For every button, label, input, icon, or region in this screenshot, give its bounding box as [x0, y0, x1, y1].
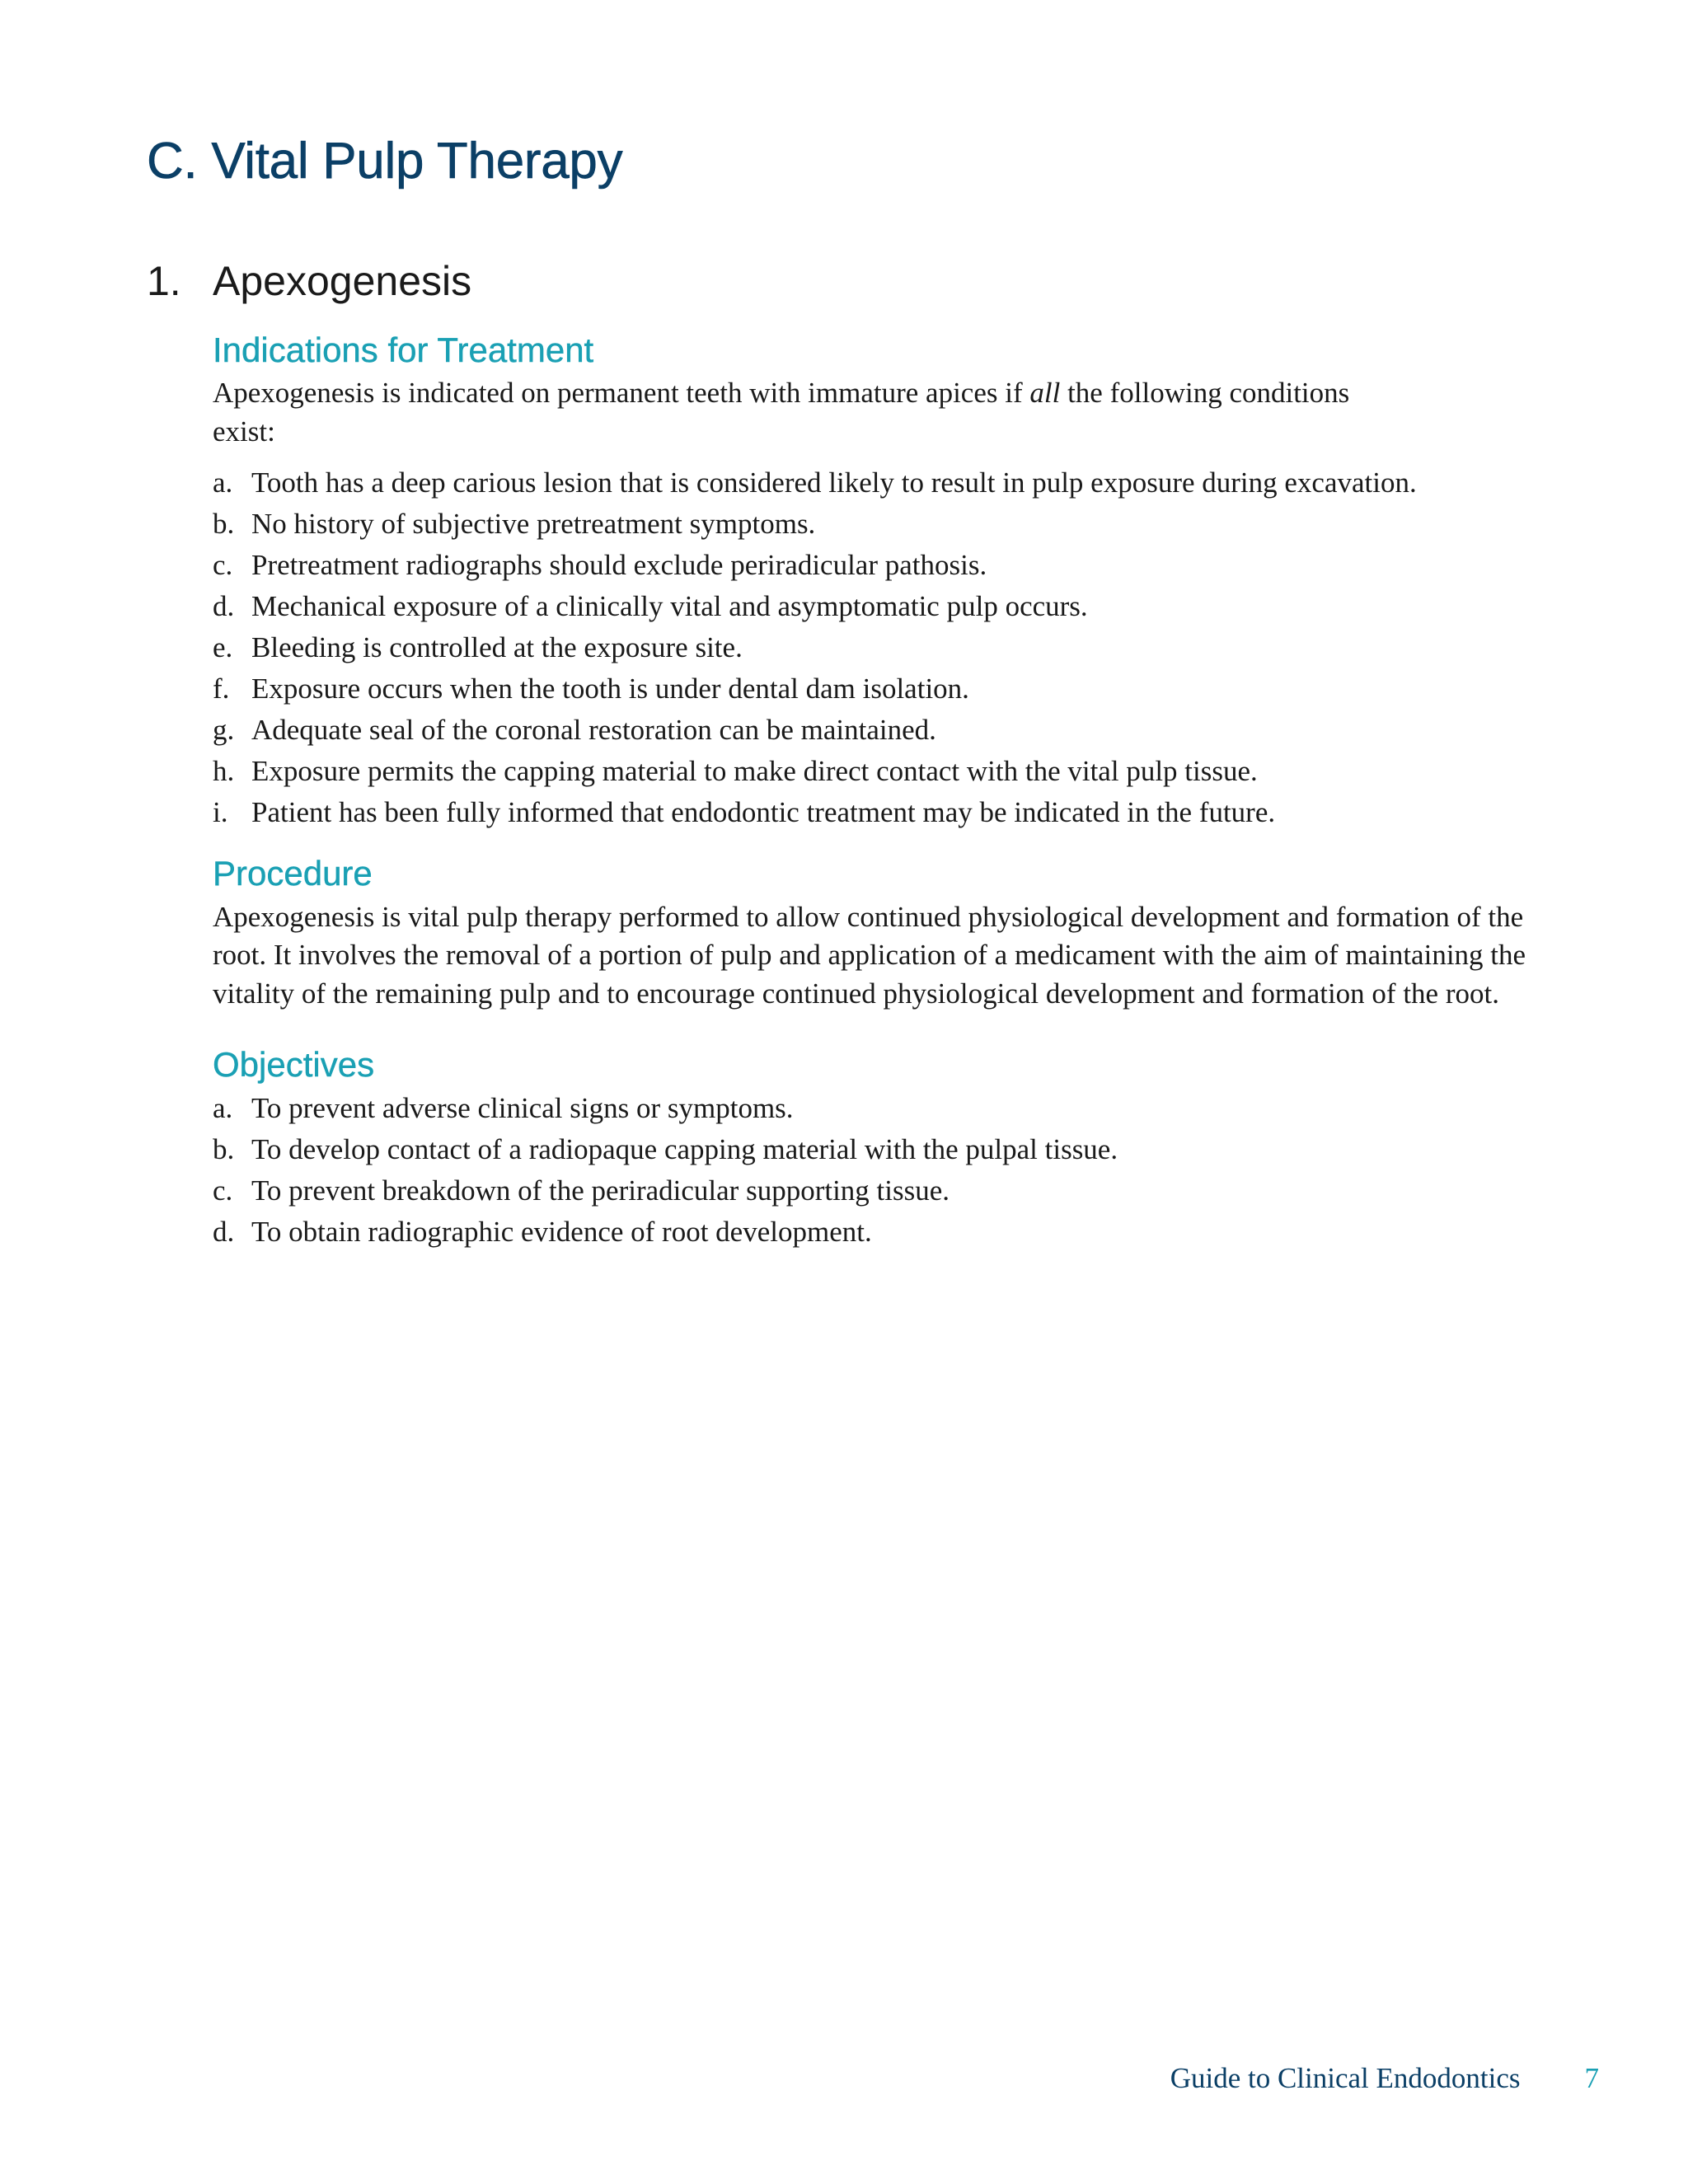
list-marker: d.: [213, 1215, 235, 1248]
list-marker: e.: [213, 631, 233, 664]
list-marker: h.: [213, 755, 235, 788]
footer-title: Guide to Clinical Endodontics: [1170, 2062, 1521, 2094]
list-item: [213, 1129, 1531, 1170]
indications-intro-end: the following conditions exist:: [213, 377, 1350, 448]
list-item: [213, 751, 1531, 792]
list-marker: d.: [213, 590, 235, 623]
list-item: [213, 545, 1531, 586]
list-marker: a.: [213, 1091, 233, 1124]
subsection-number: 1.: [147, 258, 181, 304]
procedure-heading: Procedure: [213, 854, 373, 893]
list-item: [213, 586, 1531, 627]
list-item-text: No history of subjective pretreatment symptoms.: [251, 508, 816, 541]
section-title: C. Vital Pulp Therapy: [147, 133, 623, 190]
objectives-list: [213, 1088, 1531, 1253]
list-marker: i.: [213, 796, 228, 829]
list-item-text: To prevent breakdown of the periradicular supporting tissue.: [251, 1174, 950, 1207]
indications-list: [213, 462, 1531, 833]
list-item: [213, 1088, 1531, 1129]
list-marker: c.: [213, 549, 233, 582]
subsection-title: Apexogenesis: [213, 258, 472, 304]
list-item: [213, 1170, 1531, 1212]
list-marker: a.: [213, 466, 233, 499]
list-item-text: Tooth has a deep carious lesion that is considered likely to result in pulp exposure during excavation.: [251, 466, 1417, 499]
list-marker: b.: [213, 508, 235, 541]
list-item: [213, 710, 1531, 751]
subsection-heading: [147, 257, 471, 305]
list-item-text: To prevent adverse clinical signs or symptoms.: [251, 1091, 794, 1124]
page-number: 7: [1584, 2062, 1599, 2094]
list-marker: b.: [213, 1132, 235, 1165]
list-item: [213, 504, 1531, 545]
list-item: [213, 668, 1531, 710]
list-item-text: Exposure occurs when the tooth is under dental dam isolation.: [251, 673, 969, 705]
list-item-text: To obtain radiographic evidence of root development.: [251, 1215, 872, 1248]
list-marker: c.: [213, 1174, 233, 1207]
indications-intro-start: Apexogenesis is indicated on permanent teeth with immature apices if: [213, 377, 1030, 410]
list-item: [213, 627, 1531, 668]
list-item-text: Mechanical exposure of a clinically vital and asymptomatic pulp occurs.: [251, 590, 1088, 623]
list-item-text: Adequate seal of the coronal restoration can be maintained.: [251, 714, 936, 747]
list-item: [213, 792, 1531, 833]
list-item: [213, 462, 1531, 504]
content-body: [213, 330, 1531, 1253]
objectives-heading: Objectives: [213, 1045, 375, 1085]
list-marker: g.: [213, 714, 235, 747]
list-marker: f.: [213, 673, 230, 705]
list-item-text: To develop contact of a radiopaque capping material with the pulpal tissue.: [251, 1132, 1118, 1165]
list-item-text: Exposure permits the capping material to make direct contact with the vital pulp tissue.: [251, 755, 1258, 788]
procedure-paragraph: Apexogenesis is vital pulp therapy performed to allow continued physiological development and formation of the root. It involves the removal of a portion of pulp and application of a medicament with the aim of maintaining the vitality of the remaining pulp and to encourage continued physiological development and formation of the root.: [213, 900, 1526, 1010]
indications-intro: [213, 374, 1367, 451]
list-item: [213, 1212, 1531, 1253]
indications-heading: Indications for Treatment: [213, 330, 594, 369]
list-item-text: Patient has been fully informed that endodontic treatment may be indicated in the future.: [251, 796, 1276, 829]
page-footer: [1170, 2062, 1599, 2095]
list-item-text: Pretreatment radiographs should exclude periradicular pathosis.: [251, 549, 987, 582]
list-item-text: Bleeding is controlled at the exposure site.: [251, 631, 743, 664]
indications-intro-emphasis: all: [1029, 377, 1061, 410]
